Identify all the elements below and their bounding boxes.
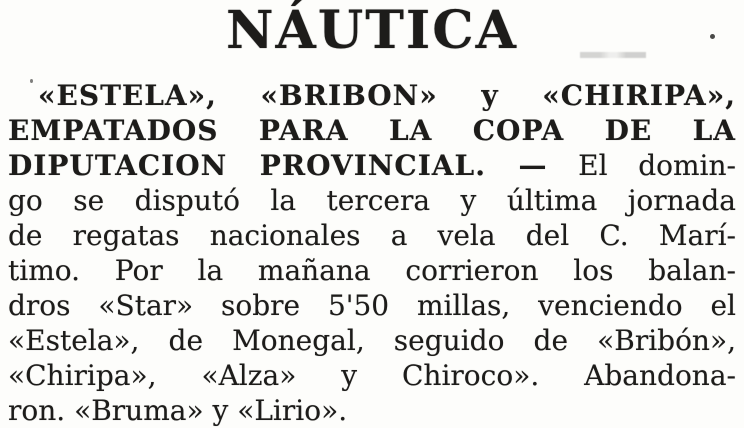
article-line [8, 113, 736, 148]
regular-text-segment: de regatas nacionales a vela del C. Marí- [8, 219, 736, 252]
article-line [8, 218, 736, 253]
article-title: NÁUTICA [226, 0, 518, 61]
article-line [8, 78, 736, 113]
article-line [8, 323, 736, 358]
regular-text-segment: El domin- [578, 149, 736, 182]
bold-text-segment: EMPATADOS PARA LA COPA DE LA [8, 114, 736, 147]
print-speck [30, 79, 33, 83]
print-speck [710, 34, 715, 39]
article-body [8, 78, 736, 428]
article-line [8, 393, 736, 428]
regular-text-segment: go se disputó la tercera y última jornada [8, 184, 736, 217]
article-line [8, 358, 736, 393]
article-line [8, 253, 736, 288]
bold-text-segment: «ESTELA», «BRIBON» y «CHIRIPA», [38, 79, 736, 112]
article-line [8, 288, 736, 323]
regular-text-segment: dros «Star» sobre 5'50 millas, venciendo el [8, 289, 736, 322]
print-smudge [580, 52, 646, 58]
article-line [8, 183, 736, 218]
regular-text-segment: ron. «Bruma» y «Lirio». [8, 394, 348, 427]
regular-text-segment: «Estela», de Monegal, seguido de «Bribón», [8, 324, 736, 357]
article-line [8, 148, 736, 183]
bold-text-segment: DIPUTACION PROVINCIAL. — [8, 149, 548, 182]
regular-text-segment: timo. Por la mañana corrieron los balan- [8, 254, 736, 287]
regular-text-segment: «Chiripa», «Alza» y Chiroco». Abandona- [8, 359, 736, 392]
